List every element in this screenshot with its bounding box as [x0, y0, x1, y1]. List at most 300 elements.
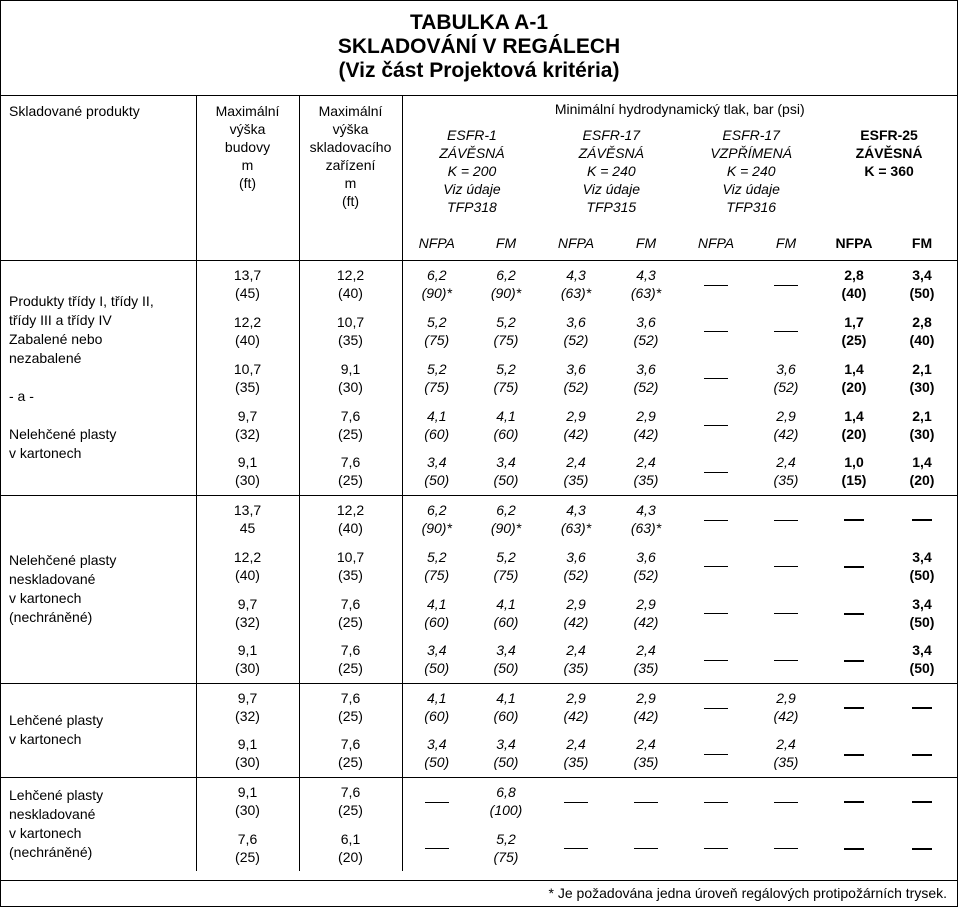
product-line: neskladované — [9, 806, 96, 823]
pressure-psi: (90)* — [490, 284, 522, 301]
value: 7,6 — [340, 783, 361, 800]
pressure-cell — [471, 683, 541, 730]
dash-mark — [844, 660, 864, 662]
pressure-cell — [541, 636, 611, 683]
pressure-psi: (50) — [909, 566, 935, 583]
pressure-bar: 5,2 — [496, 313, 516, 330]
pressure-bar: 4,3 — [566, 266, 586, 283]
value-imperial: (35) — [338, 331, 363, 348]
title-line-1: TABULKA A-1 — [409, 11, 549, 34]
product-group-3 — [1, 683, 196, 777]
value-imperial: 45 — [239, 519, 256, 536]
pressure-psi: (60) — [424, 707, 450, 724]
pressure-cell — [821, 824, 887, 871]
value: 7,6 — [340, 595, 361, 612]
value: 9,7 — [237, 595, 258, 612]
pressure-psi: (20) — [841, 378, 867, 395]
pressure-bar: 2,4 — [776, 736, 796, 753]
product-line: nezabalené — [9, 350, 82, 366]
pressure-cell — [681, 260, 751, 307]
subheader-nfpa: NFPA — [557, 234, 595, 251]
pressure-psi: (52) — [563, 566, 589, 583]
pressure-cell — [402, 777, 471, 824]
pressure-cell — [611, 260, 681, 307]
storage-height-cell — [299, 495, 402, 542]
storage-height-cell — [299, 448, 402, 495]
product-line: (nechráněné) — [9, 844, 93, 861]
pressure-bar: 3,4 — [912, 548, 932, 565]
pressure-cell — [751, 589, 821, 636]
pressure-bar: 4,1 — [496, 407, 516, 424]
pressure-bar: 3,4 — [427, 642, 447, 659]
pressure-bar: 3,4 — [912, 642, 932, 659]
pressure-bar: 1,4 — [844, 360, 864, 377]
pressure-bar: 2,8 — [912, 313, 932, 330]
storage-height-cell — [299, 589, 402, 636]
pressure-cell — [471, 448, 541, 495]
dash-mark — [704, 472, 728, 473]
pressure-bar: 3,6 — [566, 313, 586, 330]
pressure-psi: (75) — [424, 331, 450, 348]
pressure-cell — [751, 730, 821, 777]
pressure-psi: (63)* — [560, 284, 592, 301]
dash-mark — [912, 848, 932, 850]
building-header-line: m — [241, 157, 254, 173]
value: 9,1 — [340, 360, 361, 377]
value: 9,1 — [237, 454, 258, 471]
pressure-cell — [887, 683, 957, 730]
pressure-psi: (75) — [493, 331, 519, 348]
pressure-cell — [681, 542, 751, 589]
pressure-bar: 5,2 — [496, 548, 516, 565]
dash-mark — [912, 707, 932, 709]
pressure-psi: (15) — [841, 472, 867, 489]
pressure-cell — [541, 260, 611, 307]
pressure-cell — [681, 448, 751, 495]
pressure-bar: 2,9 — [776, 407, 796, 424]
value: 7,6 — [237, 830, 258, 847]
pressure-cell — [611, 495, 681, 542]
pressure-cell — [541, 448, 611, 495]
pressure-psi: (30) — [909, 425, 935, 442]
pressure-bar: 2,9 — [566, 595, 586, 612]
storage-header-line: (ft) — [341, 193, 360, 209]
pressure-bar: 2,1 — [912, 407, 932, 424]
dash-mark — [912, 519, 932, 521]
pressure-psi: (60) — [493, 707, 519, 724]
dash-mark — [774, 802, 798, 803]
pressure-psi: (25) — [841, 331, 867, 348]
product-line: v kartonech — [9, 825, 82, 842]
dash-mark — [912, 801, 932, 803]
subheader-fm: FM — [911, 234, 933, 251]
value-imperial: (25) — [338, 754, 363, 771]
pressure-cell — [751, 495, 821, 542]
pressure-bar: 6,8 — [496, 783, 516, 800]
pressure-cell — [751, 260, 821, 307]
pressure-cell — [611, 589, 681, 636]
pressure-psi: (35) — [633, 472, 659, 489]
pressure-psi: (60) — [424, 613, 450, 630]
pressure-psi: (35) — [563, 754, 589, 771]
pressure-cell — [751, 448, 821, 495]
pressure-cell — [402, 354, 471, 401]
storage-height-cell — [299, 307, 402, 354]
pressure-bar: 1,0 — [844, 454, 864, 471]
pressure-cell — [887, 730, 957, 777]
sprinkler-header-line: TFP316 — [726, 199, 777, 215]
pressure-psi: (42) — [563, 613, 589, 630]
pressure-cell — [751, 307, 821, 354]
pressure-bar: 3,6 — [636, 548, 656, 565]
subheader-nfpa: NFPA — [835, 234, 873, 251]
pressure-bar: 3,4 — [496, 736, 516, 753]
pressure-psi: (60) — [424, 425, 450, 442]
building-header-line: budovy — [224, 139, 271, 155]
pressure-cell — [471, 354, 541, 401]
pressure-psi: (20) — [841, 425, 867, 442]
product-group-1 — [1, 260, 196, 495]
dash-mark — [634, 848, 658, 849]
dash-mark — [912, 754, 932, 756]
pressure-psi: (52) — [563, 331, 589, 348]
value-imperial: (25) — [338, 660, 363, 677]
pressure-cell — [821, 495, 887, 542]
pressure-cell — [541, 307, 611, 354]
sprinkler-header-line: K = 360 — [864, 163, 914, 179]
pressure-psi: (42) — [563, 425, 589, 442]
dash-mark — [774, 331, 798, 332]
pressure-cell — [887, 542, 957, 589]
sprinkler-header-line: ESFR-17 — [722, 127, 780, 143]
pressure-psi: (50) — [909, 613, 935, 630]
footnote: * Je požadována jedna úroveň regálových protipožárních trysek. — [1, 880, 957, 906]
pressure-cell — [611, 824, 681, 871]
pressure-bar: 5,2 — [427, 360, 447, 377]
sprinkler-header-line: ZÁVĚSNÁ — [855, 145, 923, 161]
pressure-cell — [611, 542, 681, 589]
product-line: v kartonech — [9, 445, 82, 461]
pressure-cell — [611, 683, 681, 730]
pressure-cell — [541, 777, 611, 824]
pressure-cell — [471, 824, 541, 871]
pressure-bar: 5,2 — [427, 313, 447, 330]
value: 7,6 — [340, 736, 361, 753]
pressure-cell — [471, 730, 541, 777]
pressure-psi: (35) — [633, 754, 659, 771]
pressure-psi: (35) — [773, 472, 799, 489]
value-imperial: (20) — [338, 848, 363, 865]
pressure-psi: (50) — [424, 754, 450, 771]
pressure-cell — [821, 401, 887, 448]
building-height-cell — [196, 589, 299, 636]
pressure-psi: (50) — [424, 660, 450, 677]
value: 13,7 — [233, 266, 262, 283]
pressure-bar: 2,4 — [566, 642, 586, 659]
pressure-bar: 4,1 — [496, 689, 516, 706]
pressure-psi: (42) — [633, 707, 659, 724]
pressure-cell — [887, 777, 957, 824]
value-imperial: (45) — [235, 284, 260, 301]
sprinkler-header-2 — [541, 126, 681, 216]
dash-mark — [844, 801, 864, 803]
pressure-psi: (75) — [493, 566, 519, 583]
pressure-cell — [887, 260, 957, 307]
pressure-psi: (90)* — [421, 519, 452, 536]
storage-height-cell — [299, 401, 402, 448]
dash-mark — [704, 566, 728, 567]
pressure-psi: (50) — [909, 284, 935, 301]
product-line: Nelehčené plasty — [9, 552, 117, 568]
pressure-bar: 4,3 — [636, 501, 656, 518]
pressure-bar: 1,7 — [844, 313, 864, 330]
value-imperial: (25) — [235, 848, 260, 865]
pressure-cell — [681, 636, 751, 683]
value: 7,6 — [340, 642, 361, 659]
pressure-cell — [402, 307, 471, 354]
pressure-cell — [541, 495, 611, 542]
pressure-cell — [611, 777, 681, 824]
pressure-cell — [471, 589, 541, 636]
pressure-cell — [541, 824, 611, 871]
pressure-cell — [821, 448, 887, 495]
pressure-cell — [402, 683, 471, 730]
pressure-cell — [887, 824, 957, 871]
pressure-bar: 5,2 — [496, 360, 516, 377]
product-group-4 — [1, 777, 196, 871]
value: 7,6 — [340, 454, 361, 471]
storage-height-cell — [299, 824, 402, 871]
product-line: - a - — [9, 388, 34, 404]
building-height-cell — [196, 401, 299, 448]
pressure-psi: (63)* — [630, 519, 662, 536]
value: 12,2 — [336, 266, 365, 283]
pressure-cell — [887, 495, 957, 542]
pressure-bar: 4,1 — [427, 689, 447, 706]
value: 10,7 — [336, 313, 365, 330]
title-line-2: SKLADOVÁNÍ V REGÁLECH — [337, 35, 621, 58]
pressure-header — [402, 96, 957, 226]
dash-mark — [774, 848, 798, 849]
pressure-header-text: Minimální hydrodynamický tlak, bar (psi) — [554, 101, 805, 117]
value-imperial: (32) — [235, 425, 260, 442]
sprinkler-header-line: Viz údaje — [722, 181, 780, 197]
pressure-cell — [821, 730, 887, 777]
pressure-cell — [541, 401, 611, 448]
pressure-cell — [821, 307, 887, 354]
table-title — [1, 1, 957, 96]
value-imperial: (40) — [235, 566, 260, 583]
value: 10,7 — [233, 360, 262, 377]
pressure-cell — [751, 683, 821, 730]
pressure-psi: (35) — [773, 754, 799, 771]
pressure-cell — [541, 683, 611, 730]
pressure-bar: 3,6 — [636, 360, 656, 377]
storage-header-line: Maximální — [318, 103, 383, 119]
pressure-psi: (42) — [563, 707, 589, 724]
sprinkler-header-line: TFP318 — [447, 199, 497, 215]
pressure-cell — [471, 307, 541, 354]
sprinkler-header-3 — [681, 126, 821, 216]
pressure-cell — [402, 542, 471, 589]
dash-mark — [564, 802, 588, 803]
product-line: Zabalené nebo — [9, 331, 103, 347]
building-height-cell — [196, 730, 299, 777]
product-line: neskladované — [9, 571, 96, 587]
pressure-psi: (20) — [909, 472, 935, 489]
pressure-psi: (60) — [493, 425, 519, 442]
pressure-cell — [541, 354, 611, 401]
pressure-cell — [471, 542, 541, 589]
dash-mark — [704, 848, 728, 849]
building-header-line: výška — [229, 121, 266, 137]
pressure-bar: 2,8 — [844, 266, 864, 283]
pressure-psi: (90)* — [490, 519, 522, 536]
storage-height-cell — [299, 542, 402, 589]
value: 9,7 — [237, 407, 258, 424]
pressure-psi: (75) — [424, 378, 450, 395]
products-header — [1, 96, 196, 260]
sprinkler-header-line: ESFR-25 — [860, 127, 918, 143]
pressure-bar: 1,4 — [844, 407, 864, 424]
pressure-bar: 2,1 — [912, 360, 932, 377]
pressure-psi: (42) — [773, 425, 799, 442]
pressure-cell — [402, 495, 471, 542]
value: 6,1 — [340, 830, 361, 847]
building-height-cell — [196, 354, 299, 401]
subheader-fm: FM — [495, 234, 517, 251]
dash-mark — [704, 331, 728, 332]
pressure-bar: 3,4 — [427, 736, 447, 753]
pressure-cell — [821, 636, 887, 683]
product-line: v kartonech — [9, 731, 82, 747]
pressure-cell — [541, 542, 611, 589]
value-imperial: (40) — [235, 331, 260, 348]
sprinkler-table — [1, 96, 957, 871]
pressure-bar: 2,4 — [566, 454, 586, 471]
pressure-psi: (60) — [493, 613, 519, 630]
value-imperial: (25) — [338, 801, 363, 818]
pressure-bar: 4,3 — [636, 266, 656, 283]
pressure-cell — [887, 589, 957, 636]
pressure-bar: 5,2 — [496, 830, 516, 847]
product-group-2 — [1, 495, 196, 683]
storage-header-line: výška — [332, 121, 369, 137]
pressure-psi: (50) — [424, 472, 450, 489]
pressure-psi: (35) — [633, 660, 659, 677]
value-imperial: (30) — [338, 378, 363, 395]
pressure-cell — [471, 636, 541, 683]
pressure-cell — [611, 307, 681, 354]
dash-mark — [704, 378, 728, 379]
pressure-psi: (75) — [493, 378, 519, 395]
sprinkler-header-line: K = 240 — [726, 163, 776, 179]
pressure-bar: 6,2 — [496, 501, 516, 518]
pressure-psi: (42) — [773, 707, 799, 724]
pressure-cell — [887, 636, 957, 683]
dash-mark — [704, 613, 728, 614]
sprinkler-header-4 — [821, 126, 957, 216]
pressure-cell — [471, 495, 541, 542]
value-imperial: (32) — [235, 707, 260, 724]
pressure-cell — [681, 683, 751, 730]
pressure-psi: (50) — [493, 660, 519, 677]
subheader-fm: FM — [775, 234, 797, 251]
dash-mark — [704, 425, 728, 426]
pressure-cell — [471, 401, 541, 448]
pressure-bar: 2,4 — [636, 736, 656, 753]
dash-mark — [425, 802, 449, 803]
pressure-cell — [402, 824, 471, 871]
pressure-psi: (50) — [909, 660, 935, 677]
pressure-cell — [821, 354, 887, 401]
pressure-cell — [471, 777, 541, 824]
sprinkler-header-line: Viz údaje — [443, 181, 501, 197]
pressure-cell — [821, 777, 887, 824]
subheader-nfpa: NFPA — [697, 234, 735, 251]
value: 7,6 — [340, 689, 361, 706]
pressure-cell — [402, 401, 471, 448]
dash-mark — [774, 660, 798, 661]
dash-mark — [844, 613, 864, 615]
pressure-psi: (52) — [633, 566, 659, 583]
value-imperial: (25) — [338, 472, 363, 489]
dash-mark — [774, 613, 798, 614]
storage-height-cell — [299, 260, 402, 307]
building-height-cell — [196, 307, 299, 354]
dash-mark — [704, 285, 728, 286]
product-line: Produkty třídy I, třídy II, — [9, 293, 154, 309]
storage-height-cell — [299, 777, 402, 824]
value-imperial: (25) — [338, 613, 363, 630]
pressure-psi: (75) — [493, 848, 519, 865]
pressure-cell — [681, 495, 751, 542]
pressure-psi: (42) — [633, 613, 659, 630]
dash-mark — [844, 754, 864, 756]
pressure-bar: 5,2 — [427, 548, 447, 565]
pressure-cell — [751, 401, 821, 448]
building-header-line: Maximální — [215, 103, 280, 119]
pressure-psi: (90)* — [421, 284, 452, 301]
pressure-psi: (50) — [493, 754, 519, 771]
pressure-bar: 1,4 — [912, 454, 932, 471]
pressure-bar: 4,1 — [427, 407, 447, 424]
pressure-bar: 2,9 — [566, 689, 586, 706]
pressure-bar: 6,2 — [427, 501, 447, 518]
pressure-cell — [681, 824, 751, 871]
value: 13,7 — [233, 501, 262, 518]
pressure-bar: 2,4 — [776, 454, 796, 471]
pressure-cell — [821, 589, 887, 636]
pressure-cell — [821, 542, 887, 589]
product-line: Nelehčené plasty — [9, 426, 117, 442]
pressure-cell — [471, 260, 541, 307]
dash-mark — [425, 848, 449, 849]
value-imperial: (30) — [235, 801, 260, 818]
value-imperial: (30) — [235, 660, 260, 677]
pressure-bar: 3,6 — [776, 360, 796, 377]
dash-mark — [844, 519, 864, 521]
pressure-psi: (42) — [633, 425, 659, 442]
pressure-cell — [887, 401, 957, 448]
pressure-cell — [402, 730, 471, 777]
storage-height-cell — [299, 354, 402, 401]
pressure-cell — [611, 636, 681, 683]
product-line: (nechráněné) — [9, 609, 93, 625]
dash-mark — [564, 848, 588, 849]
sprinkler-header-line: K = 200 — [447, 163, 497, 179]
pressure-cell — [681, 401, 751, 448]
